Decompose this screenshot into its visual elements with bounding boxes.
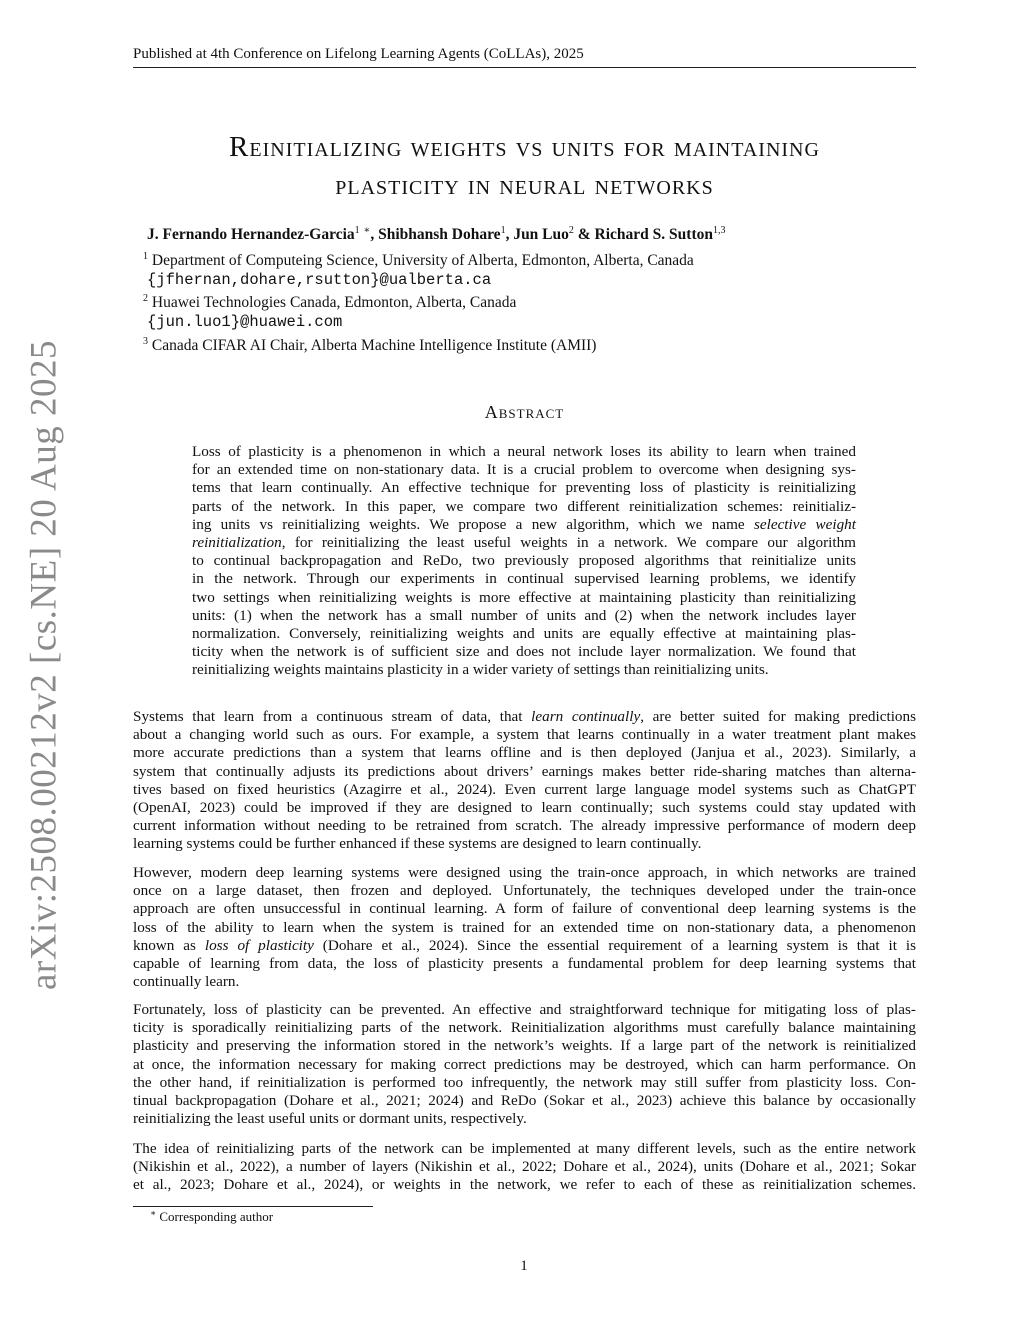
- text-line: for an extended time on non-stationary data. It is a crucial problem to overcome when designing sys-: [192, 461, 856, 479]
- affiliation: [143, 335, 596, 356]
- abstract-heading: Abstract: [484, 402, 565, 422]
- text-line: (Nikishin et al., 2022), a number of layers (Nikishin et al., 2022; Dohare et al., 2024), units (Dohare et al., 2021; Sokar: [133, 1158, 916, 1176]
- page-number: 1: [520, 1258, 528, 1274]
- author-name: & Richard S. Sutton: [573, 226, 713, 243]
- text-line: two settings when reinitializing weights is more effective at maintaining plasticity than reinitializing: [192, 588, 856, 606]
- affiliation-number: 3: [143, 336, 148, 347]
- affiliation-text: Department of Computeing Science, University of Alberta, Edmonton, Alberta, Canada: [151, 252, 694, 269]
- affiliation-number: 2: [143, 293, 148, 304]
- text-line: learning systems could be further enhanced if these systems are designed to learn continually.: [133, 835, 702, 853]
- author-affil-mark: 1,3: [712, 225, 726, 236]
- text-line: capable of learning from data, the loss of plasticity presents a fundamental problem for deep learning systems that: [133, 955, 916, 973]
- title-line: plasticity in neural networks: [335, 169, 714, 201]
- corresponding-mark: ∗: [363, 225, 371, 236]
- author-name: J. Fernando Hernandez-Garcia: [147, 226, 355, 243]
- footnote: [150, 1208, 273, 1226]
- text-line: known as loss of plasticity (Dohare et al., 2024). Since the essential requirement of a learning system is that it is: [133, 936, 917, 954]
- title-line: Reinitializing weights vs units for maintaining: [229, 131, 820, 163]
- text-line: about a changing world such as ours. For example, a system that learns continually in a water treatment plant makes: [133, 726, 916, 744]
- text-line: approach are often unsuccessful in continual learning. A form of failure of conventional deep learning systems is the: [133, 900, 916, 918]
- text-line: plasticity and preserving the information stored in the network’s weights. If a large part of the network is reinitialized: [133, 1037, 916, 1055]
- text-line: more accurate predictions than a system that learns offline and is then deployed (Janjua et al., 2023). Similarly, a: [133, 744, 916, 762]
- text-line: Loss of plasticity is a phenomenon in which a neural network loses its ability to learn when trained: [192, 443, 856, 460]
- text-line: reinitializing the least useful units or dormant units, respectively.: [133, 1110, 527, 1128]
- footnote-mark: ∗: [150, 1208, 157, 1218]
- text-line: loss of the ability to learn when the system is trained for an extended time on non-stationary data, a phenomenon: [133, 918, 916, 936]
- text-line: ticity when the network is of sufficient size and does not include layer normalization. We found that: [192, 643, 856, 661]
- author-name: , Shibhansh Dohare: [370, 226, 501, 243]
- affiliation-text: Huawei Technologies Canada, Edmonton, Alberta, Canada: [151, 294, 517, 311]
- text-line: tems that learn continually. An effective technique for preventing loss of plasticity is reinitializing: [192, 479, 856, 497]
- text-line: at once, the information necessary for making correct predictions may be destroyed, which can harm performance. On: [133, 1055, 916, 1073]
- text-line: to continual backpropagation and ReDo, two previously proposed algorithms that reinitialize units: [192, 552, 856, 570]
- footnote-text: Corresponding author: [159, 1209, 274, 1224]
- text-line: tives based on fixed heuristics (Azagirre et al., 2024). Even current large language model systems such as ChatGPT: [133, 780, 916, 798]
- text-line: Fortunately, loss of plasticity can be prevented. An effective and straightforward technique for mitigating loss of plas-: [133, 1001, 916, 1018]
- text-line: reinitialization, for reinitializing the least useful weights in a network. We compare our algorithm: [192, 534, 856, 552]
- affiliation: [143, 292, 516, 313]
- text-line: normalization. Conversely, reinitializing weights and units are equally effective at maintaining plas-: [192, 625, 856, 643]
- email[interactable]: {jun.luo1}@huawei.com: [147, 313, 343, 331]
- author-affil-mark: 1: [354, 225, 360, 236]
- text-line: ticity is sporadically reinitializing parts of the network. Reinitialization algorithms must carefully balance maintaining: [133, 1019, 916, 1037]
- text-line: parts of the network. In this paper, we compare two different reinitialization schemes: reinitializ-: [192, 497, 856, 515]
- text-line: tinual backpropagation (Dohare et al., 2021; 2024) and ReDo (Sokar et al., 2023) achieve this balance by occasionally: [133, 1092, 916, 1110]
- affiliation-number: 1: [143, 251, 148, 262]
- text-line: reinitializing weights maintains plasticity in a wider variety of settings than reinitializing units.: [192, 661, 769, 679]
- text-line: once on a large dataset, then frozen and deployed. Unfortunately, the techniques developed under the train-once: [133, 882, 916, 900]
- author-list: [147, 224, 907, 246]
- email[interactable]: {jfhernan,dohare,rsutton}@ualberta.ca: [147, 271, 492, 289]
- abstract-text: [192, 443, 856, 680]
- paragraph: [133, 708, 916, 854]
- text-line: However, modern deep learning systems were designed using the train-once approach, in which networks are trained: [133, 864, 916, 881]
- footnote-rule: [133, 1206, 373, 1207]
- text-line: the other hand, if reinitialization is performed too infrequently, the network may still suffer from plasticity loss. Con-: [133, 1073, 916, 1091]
- text-line: in the network. Through our experiments in continual supervised learning problems, we identify: [192, 570, 856, 588]
- affiliation-text: Canada CIFAR AI Chair, Alberta Machine Intelligence Institute (AMII): [151, 337, 597, 354]
- paragraph: [133, 1140, 916, 1195]
- text-line: ing units vs reinitializing weights. We propose a new algorithm, which we name selective weight: [192, 515, 856, 533]
- running-header: Published at 4th Conference on Lifelong Learning Agents (CoLLAs), 2025: [133, 44, 916, 68]
- paper-title: [133, 128, 916, 204]
- text-line: current information without needing to be retrained from scratch. The already impressive performance of modern deep: [133, 817, 916, 835]
- author-affil-mark: 1: [500, 225, 506, 236]
- text-line: et al., 2023; Dohare et al., 2024), or weights in the network, we refer to each of these as reinitialization schemes.: [133, 1176, 916, 1194]
- text-line: (OpenAI, 2023) could be improved if they are designed to learn continually; such systems could stay updated with: [133, 799, 916, 817]
- arxiv-stamp: arXiv:2508.00212v2 [cs.NE] 20 Aug 2025: [23, 340, 65, 990]
- text-line: continually learn.: [133, 973, 240, 991]
- text-line: units: (1) when the network has a small number of units and (2) when the network includes layer: [192, 606, 856, 624]
- text-line: Systems that learn from a continuous stream of data, that learn continually, are better suited for making predictions: [133, 708, 917, 725]
- text-line: system that continually adjusts its predictions about drivers’ earnings makes better ride-sharing matches than alterna-: [133, 762, 916, 780]
- affiliation: [143, 250, 694, 271]
- text-line: The idea of reinitializing parts of the network can be implemented at many different levels, such as the entire network: [133, 1140, 916, 1157]
- author-name: , Jun Luo: [505, 226, 569, 243]
- paragraph: [133, 1001, 916, 1128]
- author-affil-mark: 2: [568, 225, 574, 236]
- paragraph: [133, 864, 916, 991]
